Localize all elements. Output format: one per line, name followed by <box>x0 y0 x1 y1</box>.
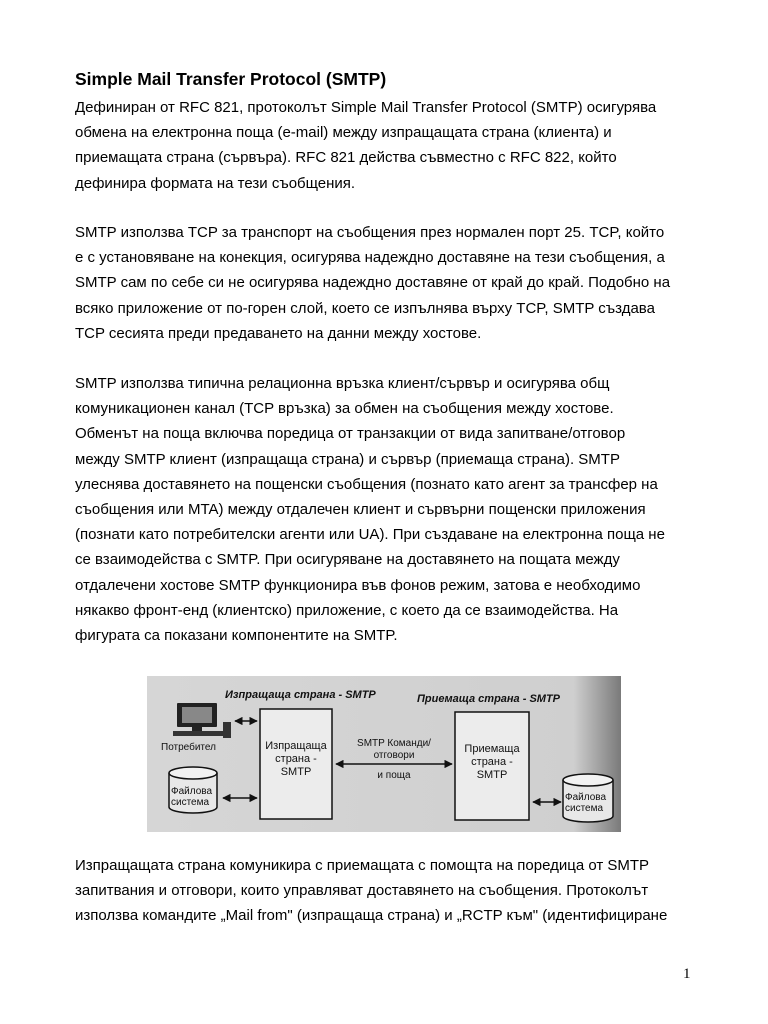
text-line: приемащата страна (сървъра). RFC 821 действа съвместно с RFC 822, който <box>75 149 617 167</box>
page-number: 1 <box>683 966 691 982</box>
receiver-box-label: страна - <box>471 756 513 768</box>
user-label: Потребител <box>161 742 216 753</box>
text-line: всяко приложение от по-горен слой, което се изпълнява върху TCP, SMTP създава <box>75 299 655 317</box>
text-line: TCP сесията преди предаването на данни между хостове. <box>75 324 482 342</box>
text-line: обмена на електронна поща (e-mail) между изпращащата страна (клиента) и <box>75 124 612 142</box>
text-line: някакво фронт-енд (клиентско) приложение, с което да се взаимодейства. На <box>75 601 619 619</box>
sender-box-label: страна - <box>275 753 317 765</box>
smtp-diagram <box>147 676 621 832</box>
text-line: отдалечени хостове SMTP функционира във фонов режим, затова е необходимо <box>75 576 641 594</box>
text-line: между SMTP клиент (изпращаща страна) и сървър (приемаща страна). SMTP <box>75 450 620 468</box>
section-title: Simple Mail Transfer Protocol (SMTP) <box>75 69 387 89</box>
text-line: Дефиниран от RFC 821, протоколът Simple Mail Transfer Protocol (SMTP) осигурява <box>75 99 657 116</box>
paragraph-2 <box>75 220 695 346</box>
paragraph-4 <box>75 853 695 929</box>
text-line: комуникационен канал (TCP връзка) за обмен на съобщения между хостове. <box>75 400 614 418</box>
text-line: е с установяване на конекция, осигурява надеждно доставяне на тези съобщения, а <box>75 249 665 267</box>
sender-heading: Изпращаща страна - SMTP <box>225 689 376 701</box>
text-line: съобщения или MTA) между отдалечен клиент и сървърни пощенски приложения <box>75 500 646 518</box>
text-line: използва командите „Mail from" (изпращаща страна) и „RCTP към" (идентифициране <box>75 907 668 925</box>
file-system-label: Файлова <box>171 786 213 797</box>
link-label: отговори <box>373 750 415 761</box>
paragraph-1 <box>75 95 695 196</box>
text-line: запитвания и отговори, които управляват доставянето на съобщения. Протоколът <box>75 882 649 900</box>
sender-box-label: SMTP <box>280 766 312 778</box>
text-line: Изпращащата страна комуникира с приемащата с помощта на поредица от SMTP <box>75 857 650 874</box>
text-line: (познати като потребителски агенти или UA). При създаване на електронна поща не <box>75 526 665 544</box>
receiver-box-label: Приемаща <box>464 743 520 755</box>
text-line: дефинира формата на тези съобщения. <box>75 174 356 192</box>
text-line: SMTP използва TCP за транспорт на съобщения през нормален порт 25. TCP, който <box>75 224 665 241</box>
receiver-heading: Приемаща страна - SMTP <box>417 693 561 705</box>
paragraph-3 <box>75 371 695 648</box>
text-line: се взаимодейства с SMTP. При осигуряване на доставянето на пощата между <box>75 551 620 569</box>
text-line: SMTP използва типична релационна връзка клиент/сървър и осигурява общ <box>75 375 610 392</box>
file-system-label: система <box>565 803 604 814</box>
sender-box-label: Изпращаща <box>265 740 327 752</box>
text-line: SMTP сам по себе си не осигурява надеждно доставяне от край до край. Подобно на <box>75 274 671 292</box>
text-line: Обменът на поща включва поредица от транзакции от вида запитване/отговор <box>75 425 626 443</box>
receiver-box-label: SMTP <box>476 769 508 781</box>
link-label: SMTP Команди/ <box>357 738 431 749</box>
smtp-components-figure <box>147 676 621 832</box>
link-label: и поща <box>377 770 411 781</box>
text-line: улеснява доставянето на пощенски съобщения (познато като агент за трансфер на <box>75 475 658 493</box>
file-system-label: система <box>171 797 210 808</box>
text-line: фигурата са показани компонентите на SMTP. <box>75 626 398 644</box>
file-system-label: Файлова <box>565 792 607 803</box>
